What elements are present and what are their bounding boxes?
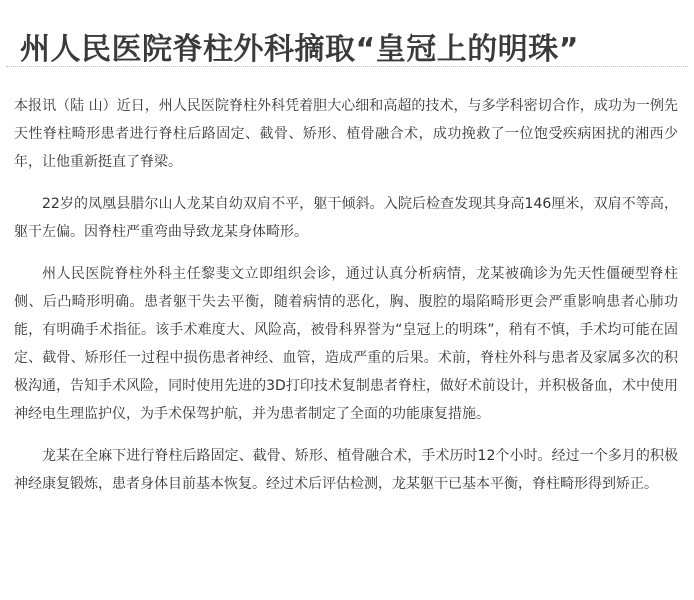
article-paragraph-4: 龙某在全麻下进行脊柱后路固定、截骨、矫形、植骨融合术，手术历时12个小时。经过一个多月的积极神经康复锻炼，患者身体目前基本恢复。经过术后评估检测，龙某躯干已基本平衡，脊柱畸形得到矫正。 [14, 448, 678, 492]
article-body [14, 92, 678, 512]
title-divider [6, 66, 688, 67]
article-title: 州人民医院脊柱外科摘取“皇冠上的明珠” [20, 32, 579, 68]
article-paragraph-3: 州人民医院脊柱外科主任黎斐文立即组织会诊，通过认真分析病情，龙某被确诊为先天性僵硬型脊柱侧、后凸畸形明确。患者躯干失去平衡，随着病情的恶化，胸、腹腔的塌陷畸形更会严重影响患者心肺功能，有明确手术指征。该手术难度大、风险高，被骨科界誉为“皇冠上的明珠”，稍有不慎，手术均可能在固定、截骨、矫形任一过程中损伤患者神经、血管，造成严重的后果。术前，脊柱外科与患者及家属多次的积极沟通，告知手术风险，同时使用先进的3D打印技术复制患者脊柱，做好术前设计，并积极备血，术中使用神经电生理监护仪，为手术保驾护航，并为患者制定了全面的功能康复措施。 [14, 266, 678, 422]
article-paragraph-2: 22岁的凤凰县腊尔山人龙某自幼双肩不平，躯干倾斜。入院后检查发现其身高146厘米，双肩不等高，躯干左偏。因脊柱严重弯曲导致龙某身体畸形。 [14, 196, 678, 240]
article-paragraph-1: 本报讯（陆 山）近日，州人民医院脊柱外科凭着胆大心细和高超的技术，与多学科密切合作，成功为一例先天性脊柱畸形患者进行脊柱后路固定、截骨、矫形、植骨融合术，成功挽救了一位饱受疾病困扰的湘西少年，让他重新挺直了脊梁。 [14, 98, 678, 170]
